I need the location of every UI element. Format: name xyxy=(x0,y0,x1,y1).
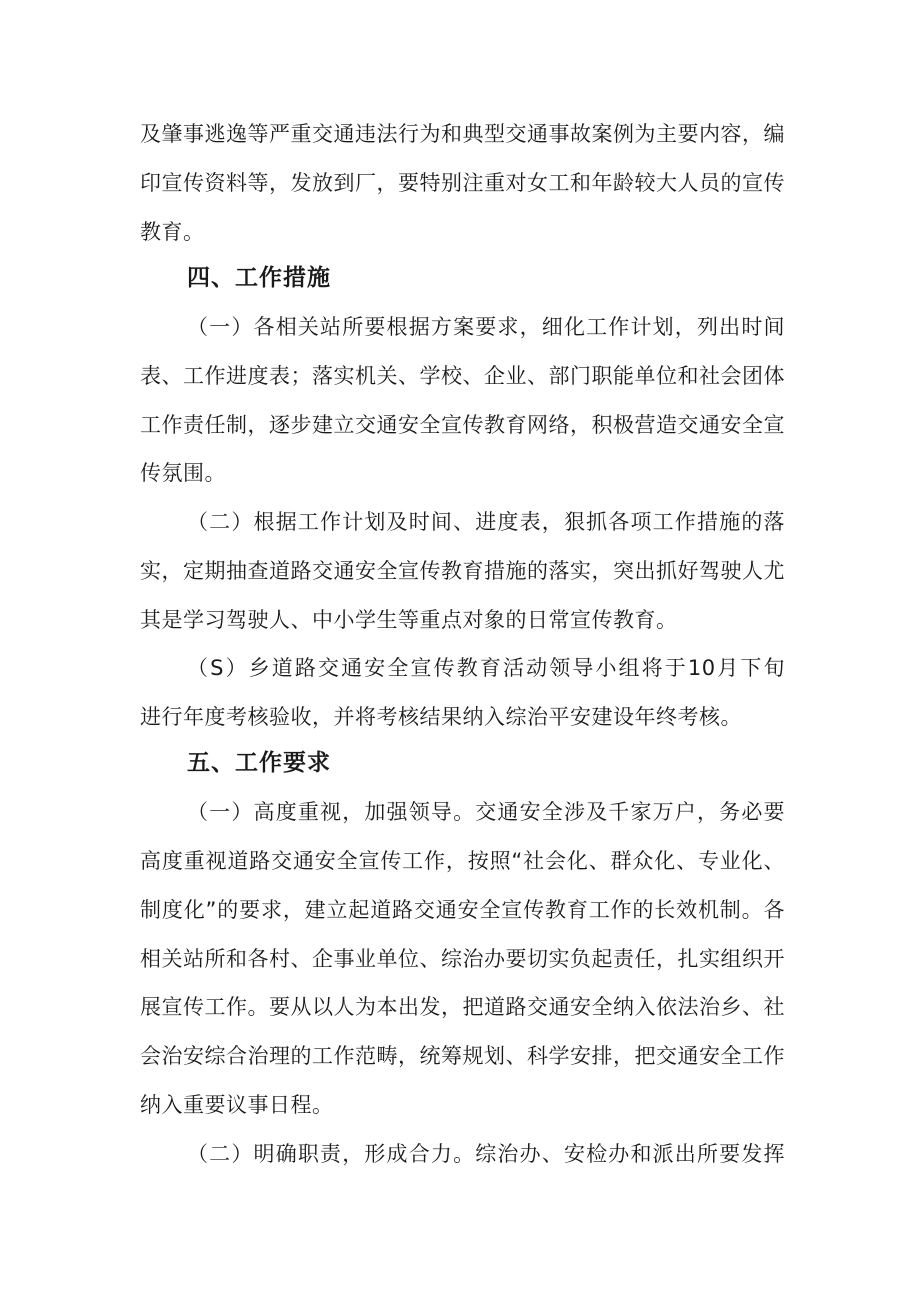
section-5-heading: 五、工作要求 xyxy=(187,750,331,776)
s4-p1-line-1: （一）各相关站所要根据方案要求，细化工作计划，列出时间 xyxy=(187,315,785,339)
s5-p1-line-1: （一）高度重视，加强领导。交通安全涉及千家万户，务必要 xyxy=(187,800,785,824)
s5-p1-line-6: 会治安综合治理的工作范畴，统筹规划、科学安排，把交通安全工作 xyxy=(140,1044,785,1068)
s4-p1-line-4: 传氛围。 xyxy=(140,461,226,485)
s5-p2-line-1: （二）明确职责，形成合力。综治办、安检办和派出所要发挥 xyxy=(187,1142,785,1166)
s4-p3-line-1: （S）乡道路交通安全宣传教育活动领导小组将于10月下旬 xyxy=(187,656,785,680)
intro-line-1: 及肇事逃逸等严重交通违法行为和典型交通事故案例为主要内容，编 xyxy=(140,122,785,146)
section-4-heading: 四、工作措施 xyxy=(187,265,331,291)
s5-p1-line-3: 制度化”的要求，建立起道路交通安全宣传教育工作的长效机制。各 xyxy=(140,898,785,922)
s4-p1-line-3: 工作责任制，逐步建立交通安全宣传教育网络，积极营造交通安全宣 xyxy=(140,413,785,437)
s5-p1-line-2: 高度重视道路交通安全宣传工作，按照“社会化、群众化、专业化、 xyxy=(140,849,785,873)
s5-p1-line-4: 相关站所和各村、企事业单位、综治办要切实负起责任，扎实组织开 xyxy=(140,947,785,971)
s5-p1-line-5: 展宣传工作。要从以人为本出发，把道路交通安全纳入依法治乡、社 xyxy=(140,995,785,1019)
intro-line-2: 印宣传资料等，发放到厂，要特别注重对女工和年龄较大人员的宣传 xyxy=(140,171,785,195)
intro-line-3: 教育。 xyxy=(140,220,205,244)
s5-p1-line-7: 纳入重要议事日程。 xyxy=(140,1093,334,1117)
s4-p2-line-1: （二）根据工作计划及时间、进度表，狠抓各项工作措施的落 xyxy=(187,510,785,534)
s4-p2-line-3: 其是学习驾驶人、中小学生等重点对象的日常宣传教育。 xyxy=(140,608,678,632)
s4-p3-line-2: 进行年度考核验收，并将考核结果纳入综治平安建设年终考核。 xyxy=(140,705,742,729)
s4-p2-line-2: 实，定期抽查道路交通安全宣传教育措施的落实，突出抓好驾驶人尤 xyxy=(140,559,785,583)
s4-p1-line-2: 表、工作进度表；落实机关、学校、企业、部门职能单位和社会团体 xyxy=(140,364,785,388)
